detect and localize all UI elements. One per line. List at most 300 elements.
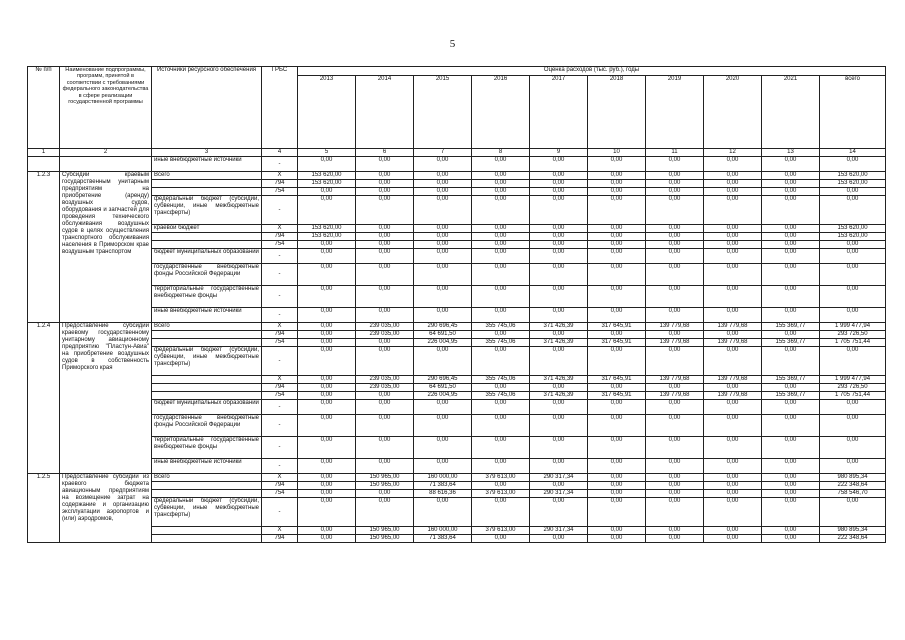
value-cell: 980 895,34 [820,527,886,535]
value-cell: 0,00 [414,347,472,376]
grbs-cell: 794 [262,233,298,241]
header-year: 2020 [704,76,762,149]
value-cell: 0,00 [414,196,472,225]
value-cell: 0,00 [762,172,820,180]
header-year: 2018 [588,76,646,149]
header-year: 2021 [762,76,820,149]
table-row [28,241,886,249]
column-number: 2 [60,149,152,157]
column-number: 10 [588,149,646,157]
value-cell: 153 620,00 [298,180,356,188]
header-year: 2016 [472,76,530,149]
program-name: Предоставление субсидии краевому государственному унитарному авиационному предприятию "Пластун-Авиа" на приобретение воздушных судов в собственность Приморского края [60,323,152,474]
value-cell: 139 779,68 [704,376,762,384]
value-cell: 71 383,64 [414,482,472,490]
value-cell: 0,00 [704,264,762,286]
value-cell: 0,00 [820,308,886,323]
table-row [28,498,886,527]
value-cell: 239 035,00 [356,331,414,339]
value-cell: 0,00 [588,241,646,249]
value-cell: 0,00 [704,286,762,308]
value-cell: 0,00 [356,157,414,172]
value-cell: 0,00 [704,308,762,323]
grbs-cell: - [262,308,298,323]
value-cell: 0,00 [646,384,704,392]
value-cell: 0,00 [646,241,704,249]
column-number: 5 [298,149,356,157]
value-cell: 160 000,00 [414,474,472,482]
value-cell: 1 999 477,94 [820,323,886,331]
value-cell: 317 645,91 [588,392,646,400]
value-cell: 0,00 [298,339,356,347]
value-cell: 0,00 [414,172,472,180]
value-cell: 0,00 [472,233,530,241]
value-cell: 0,00 [298,264,356,286]
value-cell: 0,00 [414,241,472,249]
source-cell: Всего [152,172,262,180]
source-cell: государственные внебюджетные фонды Российской Федерации [152,415,262,437]
program-code: 1.2.5 [28,474,60,543]
value-cell: 0,00 [646,286,704,308]
value-cell: 0,00 [820,286,886,308]
grbs-cell: - [262,415,298,437]
grbs-cell: - [262,498,298,527]
source-cell [152,233,262,241]
value-cell: 0,00 [530,241,588,249]
table-row [28,415,886,437]
value-cell: 371 426,39 [530,339,588,347]
value-cell: 0,00 [588,384,646,392]
value-cell: 317 645,91 [588,323,646,331]
value-cell: 0,00 [646,459,704,474]
value-cell: 139 779,68 [704,339,762,347]
value-cell: 239 035,00 [356,323,414,331]
table-row [28,347,886,376]
value-cell: 0,00 [646,233,704,241]
value-cell: 0,00 [356,241,414,249]
value-cell: 0,00 [472,241,530,249]
value-cell: 0,00 [472,225,530,233]
value-cell: 317 645,91 [588,376,646,384]
value-cell: 0,00 [646,490,704,498]
source-cell [152,392,262,400]
value-cell: 0,00 [530,400,588,415]
value-cell: 0,00 [356,308,414,323]
value-cell: 0,00 [530,415,588,437]
value-cell: 0,00 [820,196,886,225]
table-row [28,264,886,286]
value-cell: 0,00 [646,249,704,264]
value-cell: 0,00 [820,347,886,376]
value-cell: 0,00 [356,498,414,527]
value-cell: 0,00 [762,535,820,543]
value-cell: 0,00 [530,347,588,376]
value-cell: 0,00 [472,400,530,415]
value-cell: 0,00 [762,384,820,392]
source-cell [152,339,262,347]
value-cell: 0,00 [762,249,820,264]
value-cell: 155 369,77 [762,339,820,347]
value-cell: 355 745,06 [472,323,530,331]
source-cell [152,482,262,490]
value-cell: 0,00 [762,347,820,376]
value-cell: 0,00 [530,233,588,241]
value-cell: 0,00 [762,437,820,459]
value-cell: 0,00 [298,415,356,437]
grbs-cell: - [262,400,298,415]
source-cell [152,188,262,196]
grbs-cell: X [262,527,298,535]
value-cell: 0,00 [646,527,704,535]
value-cell: 0,00 [646,437,704,459]
value-cell: 64 691,50 [414,384,472,392]
column-number: 14 [820,149,886,157]
value-cell: 150 965,00 [356,535,414,543]
value-cell: 0,00 [414,233,472,241]
source-cell [152,384,262,392]
column-number: 4 [262,149,298,157]
value-cell: 355 745,06 [472,376,530,384]
value-cell: 0,00 [356,415,414,437]
value-cell: 0,00 [414,400,472,415]
grbs-cell: - [262,249,298,264]
value-cell: 0,00 [298,400,356,415]
source-cell [152,241,262,249]
value-cell: 0,00 [356,180,414,188]
value-cell: 290 317,34 [530,490,588,498]
value-cell: 0,00 [414,249,472,264]
grbs-cell: 754 [262,188,298,196]
value-cell: 0,00 [356,196,414,225]
table-row [28,249,886,264]
value-cell: 0,00 [704,157,762,172]
column-number: 7 [414,149,472,157]
value-cell: 64 691,50 [414,331,472,339]
value-cell: 139 779,68 [704,323,762,331]
value-cell: 0,00 [472,157,530,172]
value-cell: 0,00 [298,331,356,339]
table-row [28,331,886,339]
table-row [28,172,886,180]
value-cell: 0,00 [704,400,762,415]
value-cell: 153 620,00 [820,225,886,233]
value-cell: 371 426,39 [530,392,588,400]
table-row [28,188,886,196]
value-cell: 0,00 [472,437,530,459]
value-cell: 0,00 [530,286,588,308]
value-cell: 155 369,77 [762,323,820,331]
value-cell: 239 035,00 [356,376,414,384]
source-cell: государственные внебюджетные фонды Российской Федерации [152,264,262,286]
value-cell: 0,00 [588,527,646,535]
value-cell: 0,00 [646,415,704,437]
value-cell: 0,00 [356,286,414,308]
value-cell: 0,00 [704,490,762,498]
value-cell: 1 705 751,44 [820,392,886,400]
value-cell: 139 779,68 [646,392,704,400]
value-cell: 0,00 [762,157,820,172]
table-row [28,308,886,323]
value-cell: 0,00 [646,308,704,323]
table-row [28,392,886,400]
source-cell: территориальные государственные внебюджетные фонды [152,286,262,308]
value-cell: 0,00 [820,249,886,264]
value-cell: 0,00 [588,172,646,180]
source-cell: краевой бюджет [152,225,262,233]
value-cell: 0,00 [646,400,704,415]
program-name: Субсидии краевым государственным унитарным предприятиям на приобретение (аренду) воздушных судов, оборудования и запчастей для проведения технического обслуживания воздушных судов в целях осуществления транспортного обслуживания населения в Приморском крае воздушным транспортом [60,172,152,323]
value-cell: 139 779,68 [646,339,704,347]
value-cell: 0,00 [530,498,588,527]
value-cell: 0,00 [588,157,646,172]
grbs-cell: - [262,196,298,225]
value-cell: 0,00 [588,535,646,543]
value-cell: 0,00 [472,264,530,286]
source-cell: Всего [152,474,262,482]
value-cell: 0,00 [588,498,646,527]
value-cell: 0,00 [762,459,820,474]
grbs-cell: - [262,437,298,459]
value-cell: 0,00 [530,308,588,323]
value-cell: 0,00 [472,196,530,225]
header-year: 2017 [530,76,588,149]
table-row [28,474,886,482]
table-row [28,233,886,241]
program-code: 1.2.3 [28,172,60,323]
value-cell: 0,00 [704,196,762,225]
value-cell: 226 004,95 [414,339,472,347]
header-year: 2019 [646,76,704,149]
value-cell: 0,00 [356,392,414,400]
value-cell: 0,00 [588,437,646,459]
header-year: всего [820,76,886,149]
value-cell: 0,00 [472,384,530,392]
value-cell: 0,00 [530,196,588,225]
source-cell: иные внебюджетные источники [152,157,262,172]
value-cell: 0,00 [704,225,762,233]
source-cell: бюджет муниципальных образований [152,249,262,264]
value-cell: 0,00 [414,157,472,172]
grbs-cell: X [262,376,298,384]
value-cell: 153 620,00 [298,233,356,241]
value-cell: 355 745,06 [472,339,530,347]
grbs-cell: 754 [262,339,298,347]
value-cell: 0,00 [472,347,530,376]
value-cell: 379 613,00 [472,490,530,498]
source-cell: иные внебюджетные источники [152,308,262,323]
value-cell: 0,00 [820,241,886,249]
grbs-cell: - [262,459,298,474]
value-cell: 0,00 [704,535,762,543]
program-name-cell [60,157,152,172]
value-cell: 0,00 [646,331,704,339]
source-cell [152,490,262,498]
column-number: 12 [704,149,762,157]
source-cell [152,331,262,339]
value-cell: 0,00 [704,188,762,196]
value-cell: 153 620,00 [298,172,356,180]
value-cell: 0,00 [704,180,762,188]
value-cell: 0,00 [530,535,588,543]
value-cell: 155 369,77 [762,376,820,384]
value-cell: 0,00 [298,535,356,543]
value-cell: 371 426,39 [530,376,588,384]
header-num: № п/п [28,67,60,149]
source-cell [152,535,262,543]
source-cell: территориальные государственные внебюджетные фонды [152,437,262,459]
value-cell: 0,00 [298,482,356,490]
value-cell: 0,00 [298,437,356,459]
value-cell: 0,00 [414,308,472,323]
value-cell: 1 705 751,44 [820,339,886,347]
value-cell: 0,00 [414,286,472,308]
value-cell: 0,00 [588,188,646,196]
value-cell: 0,00 [704,527,762,535]
value-cell: 0,00 [646,157,704,172]
value-cell: 0,00 [646,482,704,490]
value-cell: 0,00 [762,188,820,196]
value-cell: 0,00 [588,180,646,188]
value-cell: 0,00 [820,157,886,172]
value-cell: 0,00 [530,264,588,286]
value-cell: 0,00 [414,188,472,196]
value-cell: 0,00 [588,308,646,323]
header-year: 2013 [298,76,356,149]
value-cell: 0,00 [762,225,820,233]
value-cell: 0,00 [704,172,762,180]
column-number: 8 [472,149,530,157]
value-cell: 0,00 [530,384,588,392]
value-cell: 0,00 [472,459,530,474]
value-cell: 0,00 [472,188,530,196]
value-cell: 0,00 [820,188,886,196]
source-cell: Всего [152,323,262,331]
value-cell: 0,00 [762,196,820,225]
value-cell: 150 965,00 [356,527,414,535]
value-cell: 290 696,45 [414,323,472,331]
header-year: 2015 [414,76,472,149]
value-cell: 0,00 [298,384,356,392]
value-cell: 0,00 [298,527,356,535]
page-number: 5 [449,38,456,50]
value-cell: 0,00 [298,498,356,527]
value-cell: 0,00 [472,249,530,264]
value-cell: 0,00 [298,308,356,323]
value-cell: 0,00 [704,459,762,474]
value-cell: 0,00 [356,490,414,498]
value-cell: 371 426,39 [530,323,588,331]
column-number: 9 [530,149,588,157]
program-code: 1.2.4 [28,323,60,474]
value-cell: 0,00 [646,172,704,180]
header-year: 2014 [356,76,414,149]
value-cell: 0,00 [646,535,704,543]
table-row [28,157,886,172]
value-cell: 0,00 [530,459,588,474]
value-cell: 293 726,50 [820,384,886,392]
value-cell: 0,00 [530,249,588,264]
source-cell [152,376,262,384]
value-cell: 0,00 [704,233,762,241]
column-number: 6 [356,149,414,157]
value-cell: 139 779,68 [704,392,762,400]
value-cell: 0,00 [762,400,820,415]
value-cell: 0,00 [646,188,704,196]
value-cell: 0,00 [356,437,414,459]
value-cell: 1 999 477,94 [820,376,886,384]
value-cell: 0,00 [356,339,414,347]
value-cell: 0,00 [356,233,414,241]
table-row [28,482,886,490]
value-cell: 0,00 [762,527,820,535]
value-cell: 0,00 [414,498,472,527]
value-cell: 0,00 [414,415,472,437]
value-cell: 0,00 [588,415,646,437]
column-number: 11 [646,149,704,157]
value-cell: 0,00 [820,437,886,459]
table-row [28,286,886,308]
value-cell: 0,00 [820,400,886,415]
value-cell: 0,00 [356,172,414,180]
value-cell: 0,00 [298,188,356,196]
value-cell: 0,00 [762,241,820,249]
value-cell: 0,00 [704,384,762,392]
value-cell: 0,00 [472,172,530,180]
value-cell: 153 620,00 [820,233,886,241]
column-number: 13 [762,149,820,157]
grbs-cell: X [262,323,298,331]
value-cell: 0,00 [298,286,356,308]
value-cell: 0,00 [298,347,356,376]
value-cell: 0,00 [704,474,762,482]
header-program-name: Наименование подпрограммы, программ, принятой в соответствии с требованиями федерального законодательства в сфере реализации государственной программы [60,67,152,149]
value-cell: 0,00 [762,264,820,286]
table-row [28,196,886,225]
value-cell: 0,00 [646,498,704,527]
value-cell: 0,00 [472,535,530,543]
value-cell: 226 004,95 [414,392,472,400]
value-cell: 0,00 [414,180,472,188]
value-cell: 0,00 [530,437,588,459]
value-cell: 0,00 [298,459,356,474]
value-cell: 0,00 [646,474,704,482]
value-cell: 0,00 [472,180,530,188]
value-cell: 155 369,77 [762,392,820,400]
value-cell: 0,00 [356,347,414,376]
value-cell: 0,00 [298,392,356,400]
value-cell: 150 965,00 [356,482,414,490]
value-cell: 222 348,64 [820,482,886,490]
grbs-cell: 794 [262,331,298,339]
value-cell: 0,00 [704,347,762,376]
grbs-cell: X [262,225,298,233]
value-cell: 0,00 [356,400,414,415]
value-cell: 0,00 [762,180,820,188]
value-cell: 0,00 [530,188,588,196]
value-cell: 0,00 [762,482,820,490]
grbs-cell: - [262,157,298,172]
value-cell: 0,00 [588,400,646,415]
value-cell: 0,00 [414,459,472,474]
grbs-cell: X [262,172,298,180]
table-row [28,459,886,474]
grbs-cell: - [262,264,298,286]
value-cell: 0,00 [356,188,414,196]
value-cell: 0,00 [646,180,704,188]
value-cell: 239 035,00 [356,384,414,392]
value-cell: 139 779,68 [646,323,704,331]
program-name: Предоставление субсидии из краевого бюджета авиационным предприятиям на возмещение затрат на содержание и организацию эксплуатации аэропортов и (или) аэродромов, [60,474,152,543]
